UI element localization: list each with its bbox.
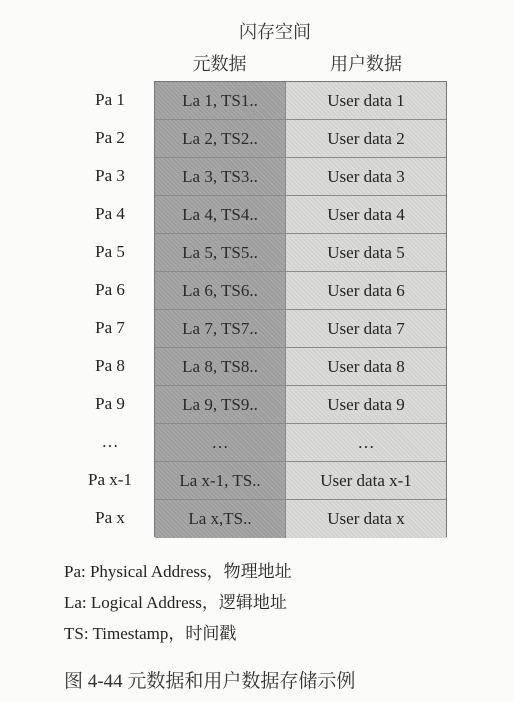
physical-address-label: Pa 2 <box>95 128 125 147</box>
legend-ts: TS: Timestamp，时间戳 <box>64 624 237 643</box>
metadata-column-header: 元数据 <box>192 54 247 74</box>
user-data-cell: User data 2 <box>286 120 446 158</box>
user-data-cell: User data x-1 <box>286 462 446 500</box>
metadata-cell: La 4, TS4.. <box>155 196 286 234</box>
physical-address-label: Pa 3 <box>95 166 125 185</box>
diagram-title: 闪存空间 <box>239 22 311 42</box>
table-row <box>155 158 446 196</box>
physical-address-label: Pa 5 <box>95 242 125 261</box>
metadata-cell: La 2, TS2.. <box>155 120 286 158</box>
table-row <box>155 82 446 120</box>
physical-address-label: Pa x-1 <box>88 470 132 489</box>
user-data-column-header: 用户数据 <box>330 54 402 74</box>
metadata-cell: La 8, TS8.. <box>155 348 286 386</box>
user-data-cell: User data 9 <box>286 386 446 424</box>
legend-pa: Pa: Physical Address，物理地址 <box>64 562 292 581</box>
physical-address-label: Pa 6 <box>95 280 125 299</box>
metadata-cell: La 1, TS1.. <box>155 82 286 120</box>
physical-address-label: Pa 8 <box>95 356 125 375</box>
user-data-cell: User data x <box>286 500 446 538</box>
table-row <box>155 500 446 538</box>
metadata-cell: … <box>155 424 286 462</box>
physical-address-label: Pa 9 <box>95 394 125 413</box>
metadata-cell: La 3, TS3.. <box>155 158 286 196</box>
user-data-cell: User data 1 <box>286 82 446 120</box>
table-row <box>155 310 446 348</box>
metadata-cell: La 7, TS7.. <box>155 310 286 348</box>
physical-address-label: Pa 1 <box>95 90 125 109</box>
metadata-cell: La x-1, TS.. <box>155 462 286 500</box>
metadata-cell: La 9, TS9.. <box>155 386 286 424</box>
user-data-cell: User data 7 <box>286 310 446 348</box>
table-row <box>155 386 446 424</box>
physical-address-label: Pa 7 <box>95 318 125 337</box>
physical-address-label: … <box>101 432 119 451</box>
figure-caption: 图 4-44 元数据和用户数据存储示例 <box>64 671 356 692</box>
physical-address-label: Pa x <box>95 508 125 527</box>
user-data-cell: User data 5 <box>286 234 446 272</box>
table-row <box>155 196 446 234</box>
table-row <box>155 424 446 462</box>
table-row <box>155 272 446 310</box>
user-data-cell: User data 8 <box>286 348 446 386</box>
user-data-cell: User data 3 <box>286 158 446 196</box>
table-row <box>155 120 446 158</box>
user-data-cell: User data 4 <box>286 196 446 234</box>
table-row <box>155 234 446 272</box>
user-data-cell: … <box>286 424 446 462</box>
metadata-cell: La x,TS.. <box>155 500 286 538</box>
table-row <box>155 462 446 500</box>
flash-space-table <box>154 81 447 537</box>
user-data-cell: User data 6 <box>286 272 446 310</box>
metadata-cell: La 5, TS5.. <box>155 234 286 272</box>
physical-address-label: Pa 4 <box>95 204 125 223</box>
table-row <box>155 348 446 386</box>
metadata-cell: La 6, TS6.. <box>155 272 286 310</box>
legend-la: La: Logical Address，逻辑地址 <box>64 593 287 612</box>
